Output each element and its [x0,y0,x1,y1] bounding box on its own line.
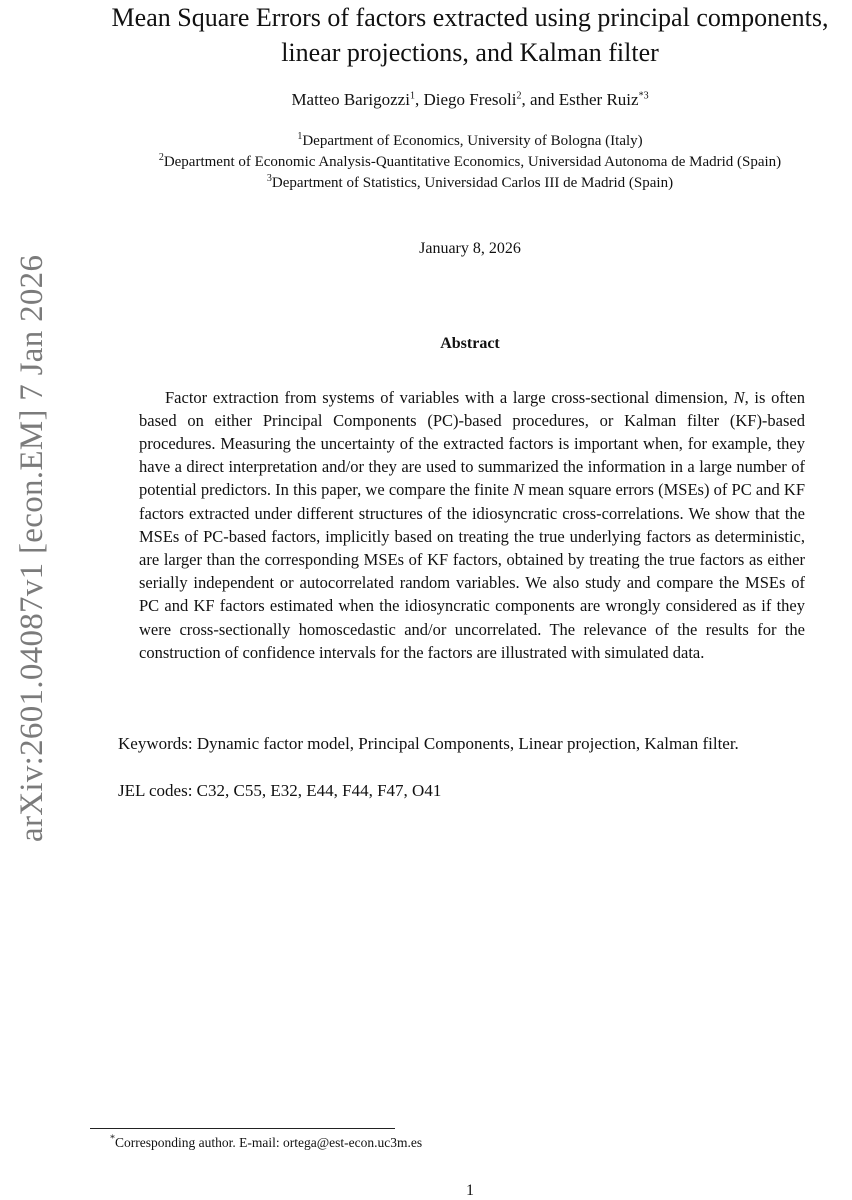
author-affiliation-mark: *3 [638,90,649,102]
footnote [110,1135,422,1151]
paper-title: Mean Square Errors of factors extracted using principal components, linear projections, and Kalman filter [111,3,829,67]
author-affiliation-mark: 1 [409,90,415,102]
math-variable: N [733,387,745,407]
abstract-text: , is often based on either Principal Components (PC)-based procedures, or Kalman filter (KF)-based procedures. Measuring the uncertainty of the extracted factors is important when, for example, they have a direct interpretation and/or they are used to summarized the information in a large number of potential predictors. In this paper, we compare the finite [139,387,805,500]
author-name: Esther Ruiz [558,90,639,109]
corresponding-email-link[interactable]: ortega@est-econ.uc3m.es [282,1135,423,1150]
abstract-body [139,386,805,664]
author-list [90,90,850,110]
affiliation-text: Department of Economics, University of Bologna (Italy) [302,133,643,149]
author-name: Diego Fresoli [423,90,517,109]
affiliation-line [90,154,850,171]
jel-codes-line: JEL codes: C32, C55, E32, E44, F44, F47, O41 [118,781,442,800]
abstract-text: Factor extraction from systems of variables with a large cross-sectional dimension, [165,387,734,407]
author-affiliation-mark: 2 [516,90,522,102]
publication-date: January 8, 2026 [419,240,521,257]
affiliation-line [90,175,850,192]
affiliation-mark: 2 [158,152,164,163]
footnote-divider [90,1128,395,1129]
abstract-text: mean square errors (MSEs) of PC and KF factors extracted under different structures of the idiosyncratic cross-correlations. We show that the MSEs of PC-based factors, implicitly based on treating the true underlying factors as deterministic, are larger than the corresponding MSEs of KF factors, obtained by treating the true factors as either serially independent or autocorrelated random variables. We also study and compare the MSEs of PC and KF factors estimated when the idiosyncratic components are wrongly considered as if they were cross-sectionally homoscedastic and/or uncorrelated. The relevance of the results for the construction of confidence intervals for the factors are illustrated with simulated data. [139,480,805,662]
affiliation-mark: 1 [297,131,303,142]
author-separator: , [414,90,424,109]
abstract-heading: Abstract [440,335,500,352]
affiliation-line [90,133,850,150]
affiliation-mark: 3 [266,173,272,184]
author-name: Matteo Barigozzi [291,90,410,109]
footnote-label: Corresponding author. E-mail: [115,1135,283,1150]
page-number: 1 [466,1182,474,1199]
arxiv-stamp[interactable] [14,255,51,842]
footnote-mark: * [110,1133,115,1145]
keywords-line: Keywords: Dynamic factor model, Principal Components, Linear projection, Kalman filter. [118,734,739,753]
affiliation-text: Department of Statistics, Universidad Carlos III de Madrid (Spain) [271,175,674,191]
arxiv-identifier-link[interactable]: arXiv:2601.04087v1 [econ.EM] 7 Jan 2026 [14,254,50,842]
math-variable: N [513,480,525,500]
author-separator: , and [521,90,559,109]
affiliation-text: Department of Economic Analysis-Quantitative Economics, Universidad Autonoma de Madrid (Spain) [163,154,782,170]
